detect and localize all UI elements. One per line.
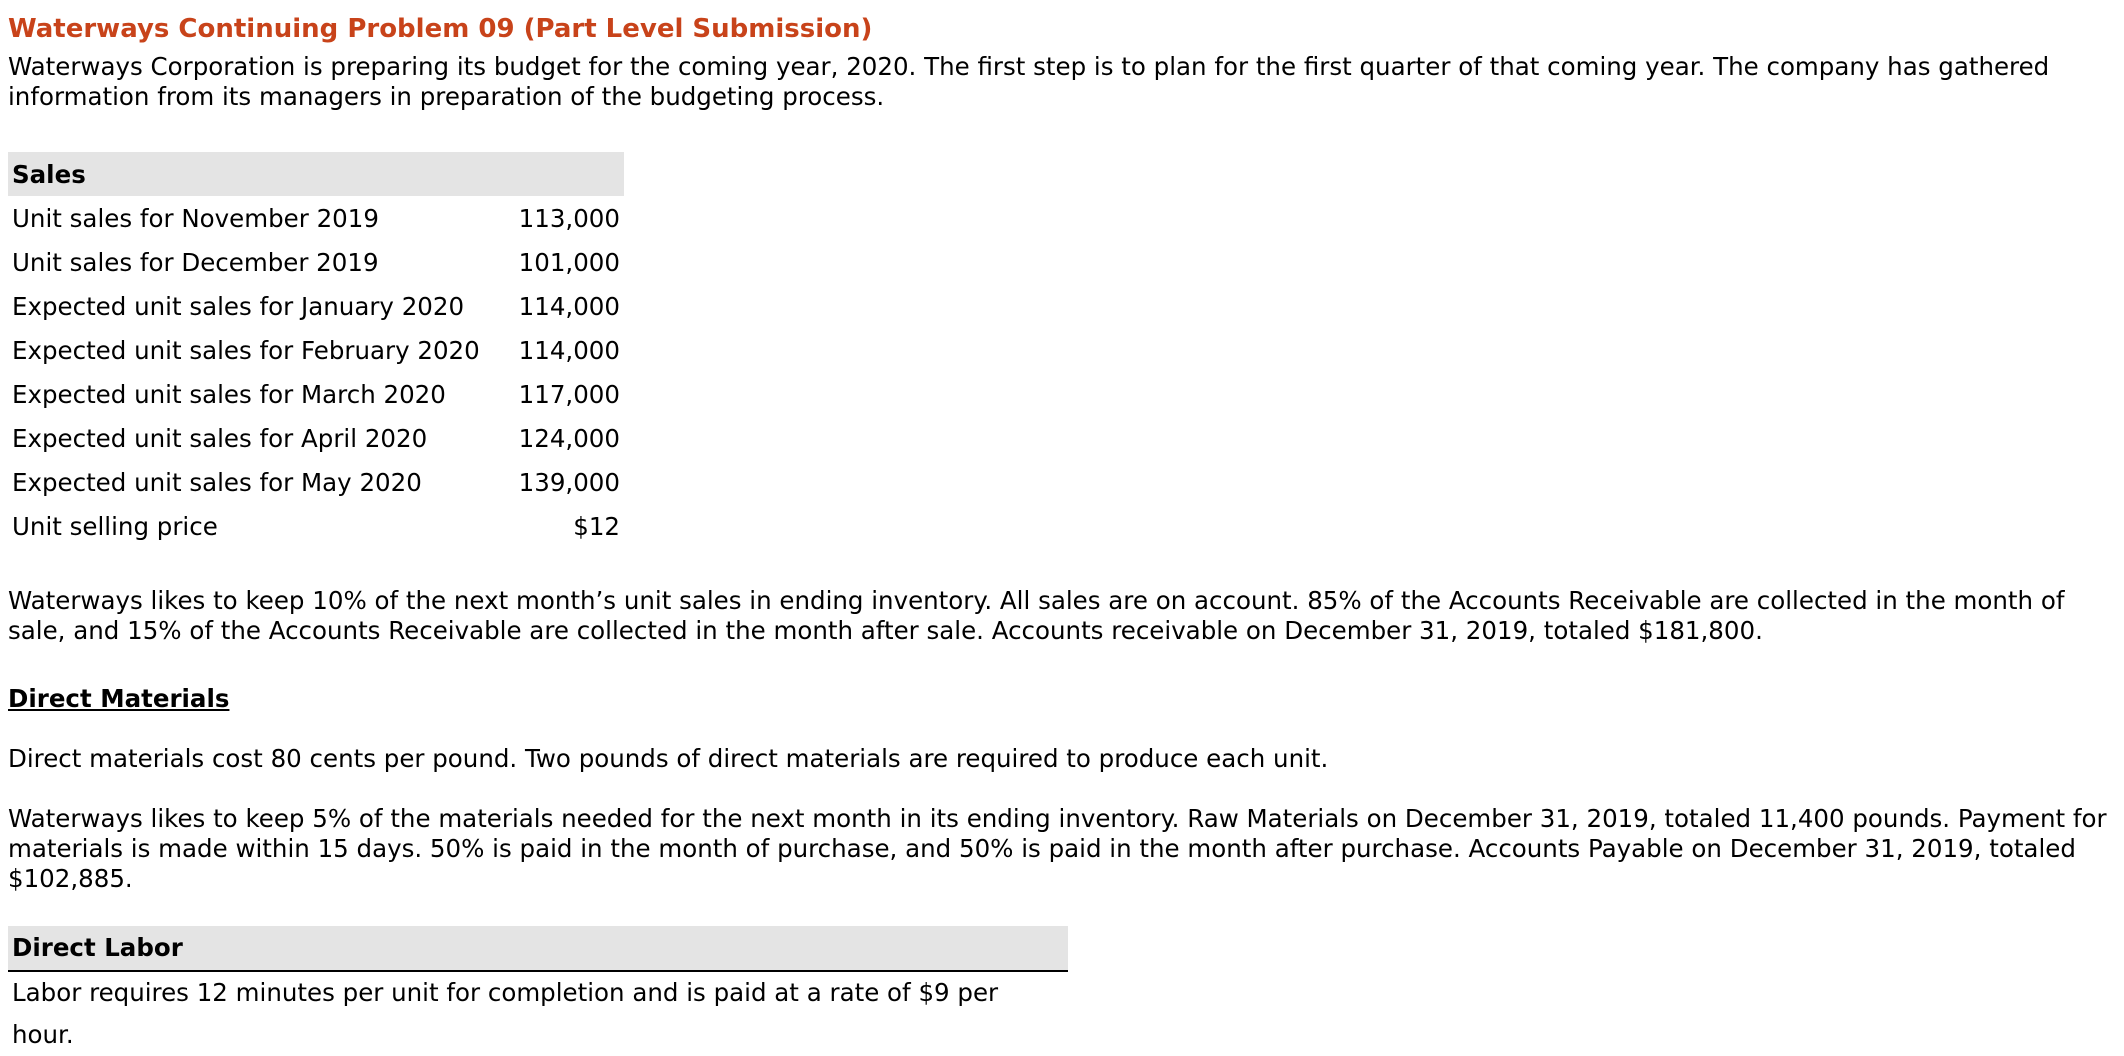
table-row — [8, 504, 624, 548]
table-row — [8, 240, 624, 284]
direct-labor-text: Labor requires 12 minutes per unit for completion and is paid at a rate of $9 per hour. — [12, 978, 999, 1049]
table-row — [8, 328, 624, 372]
sales-row-label: Unit sales for November 2019 — [12, 203, 379, 233]
sales-header-row — [8, 152, 624, 196]
table-row — [8, 372, 624, 416]
sales-row-value: 139,000 — [518, 467, 620, 497]
sales-row-label: Unit selling price — [12, 511, 218, 541]
direct-materials-heading: Direct Materials — [8, 684, 230, 713]
sales-row-value: 124,000 — [518, 423, 620, 453]
sales-row-label: Expected unit sales for January 2020 — [12, 291, 465, 321]
sales-row-label: Expected unit sales for March 2020 — [12, 379, 446, 409]
table-row — [8, 196, 624, 240]
sales-policy-paragraph: Waterways likes to keep 10% of the next month’s unit sales in ending inventory. All sales are on account. 85% of the Accounts Receivable are collected in the month of sale, and 15% of the Accounts Receivable are collected in the month after sale. Accounts receivable on December 31, 2019, totaled $181,800. — [8, 586, 2065, 645]
sales-row-value: 113,000 — [518, 203, 620, 233]
direct-materials-cost: Direct materials cost 80 cents per pound. Two pounds of direct materials are required to produce each unit. — [8, 744, 1329, 773]
table-row — [8, 284, 624, 328]
sales-heading: Sales — [8, 152, 624, 196]
sales-row-value: 101,000 — [518, 247, 620, 277]
problem-page — [8, 12, 2108, 1049]
direct-labor-heading: Direct Labor — [8, 926, 1068, 972]
direct-labor-table — [8, 926, 1068, 1049]
table-row — [8, 416, 624, 460]
page-title: Waterways Continuing Problem 09 (Part Level Submission) — [8, 14, 873, 44]
sales-table — [8, 152, 624, 548]
sales-row-label: Expected unit sales for May 2020 — [12, 467, 422, 497]
sales-row-label: Expected unit sales for February 2020 — [12, 335, 480, 365]
sales-row-value: 114,000 — [518, 291, 620, 321]
direct-materials-policy: Waterways likes to keep 5% of the materials needed for the next month in its ending inventory. Raw Materials on December 31, 2019, totaled 11,400 pounds. Payment for materials is made within 15 days. 50% is paid in the month of purchase, and 50% is paid in the month after purchase. Accounts Payable on December 31, 2019, totaled $102,885. — [8, 804, 2107, 893]
sales-row-label: Unit sales for December 2019 — [12, 247, 379, 277]
sales-row-label: Expected unit sales for April 2020 — [12, 423, 428, 453]
sales-row-value: 117,000 — [518, 379, 620, 409]
sales-row-value: $12 — [573, 511, 620, 541]
table-row — [8, 460, 624, 504]
intro-paragraph: Waterways Corporation is preparing its budget for the coming year, 2020. The first step is to plan for the first quarter of that coming year. The company has gathered information from its managers in preparation of the budgeting process. — [8, 52, 2050, 111]
sales-row-value: 114,000 — [518, 335, 620, 365]
